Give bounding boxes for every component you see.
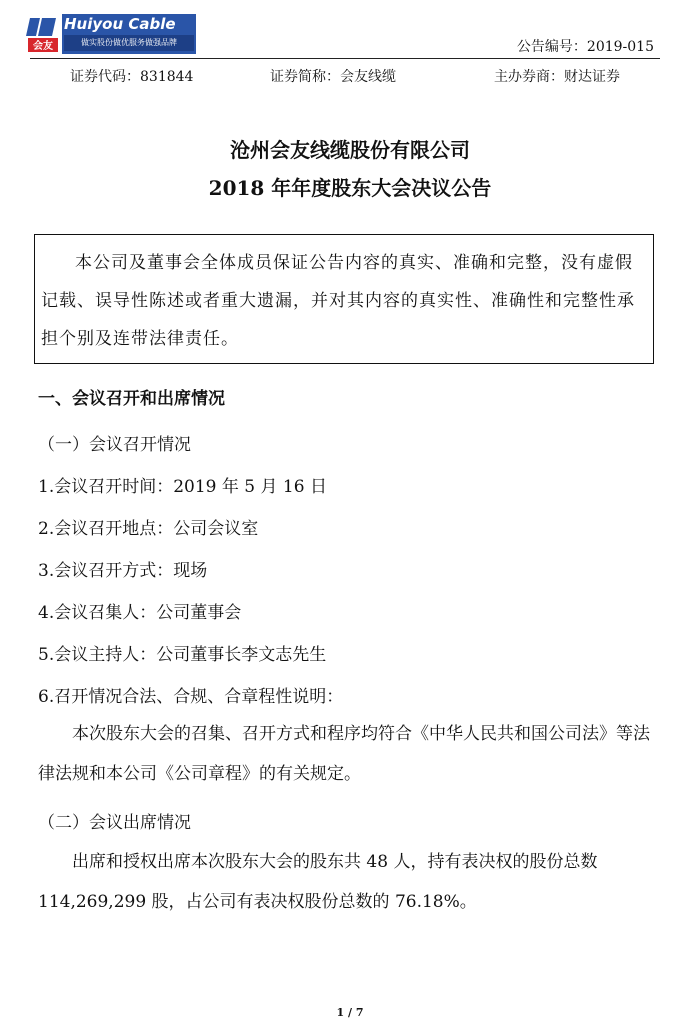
logo-mark-icon [26,14,60,54]
document-title: 2018 年年度股东大会决议公告 [208,176,492,200]
compliance-text: 本次股东大会的召集、召开方式和程序均符合《中华人民共和国公司法》等法律法规和本公司《公司章程》的有关规定。 [38,724,650,784]
meeting-convener: 4.会议召集人：公司董事会 [38,603,242,623]
meeting-location: 2.会议召开地点：公司会议室 [38,519,259,539]
attendance-text: 出席和授权出席本次股东大会的股东共 48 人，持有表决权的股份总数 114,269,299 股，占公司有表决权股份总数的 76.18%。 [38,852,598,912]
subsection-heading-attendance: （二）会议出席情况 [38,813,191,833]
logo-slogan: 做实股份做优服务做强品牌 [64,35,194,51]
meeting-time: 1.会议召开时间：2019 年 5 月 16 日 [38,477,327,497]
meeting-host: 5.会议主持人：公司董事长李文志先生 [38,645,327,665]
logo-cn-label: 会友 [33,41,53,52]
security-abbreviation: 证券简称：会友线缆 [270,69,396,85]
logo-brand-text: Huiyou Cable [64,15,176,33]
subsection-heading: （一）会议召开情况 [38,435,191,455]
sponsor-broker: 主办券商：财达证券 [494,69,620,85]
disclaimer-text: 本公司及董事会全体成员保证公告内容的真实、准确和完整，没有虚假记载、误导性陈述或者重大遗漏，并对其内容的真实性、准确性和完整性承担个别及连带法律责任。 [41,253,635,349]
page-number: 1 / 7 [336,1006,364,1019]
security-code: 证券代码：831844 [70,69,194,85]
disclaimer-box [34,234,654,364]
meeting-method: 3.会议召开方式：现场 [38,561,208,581]
company-title: 沧州会友线缆股份有限公司 [230,138,470,162]
compliance-heading: 6.召开情况合法、合规、合章程性说明： [38,687,344,707]
notice-number: 公告编号：2019-015 [516,39,654,55]
section-heading: 一、会议召开和出席情况 [38,389,225,409]
company-logo [26,14,196,54]
header-divider [30,58,660,59]
